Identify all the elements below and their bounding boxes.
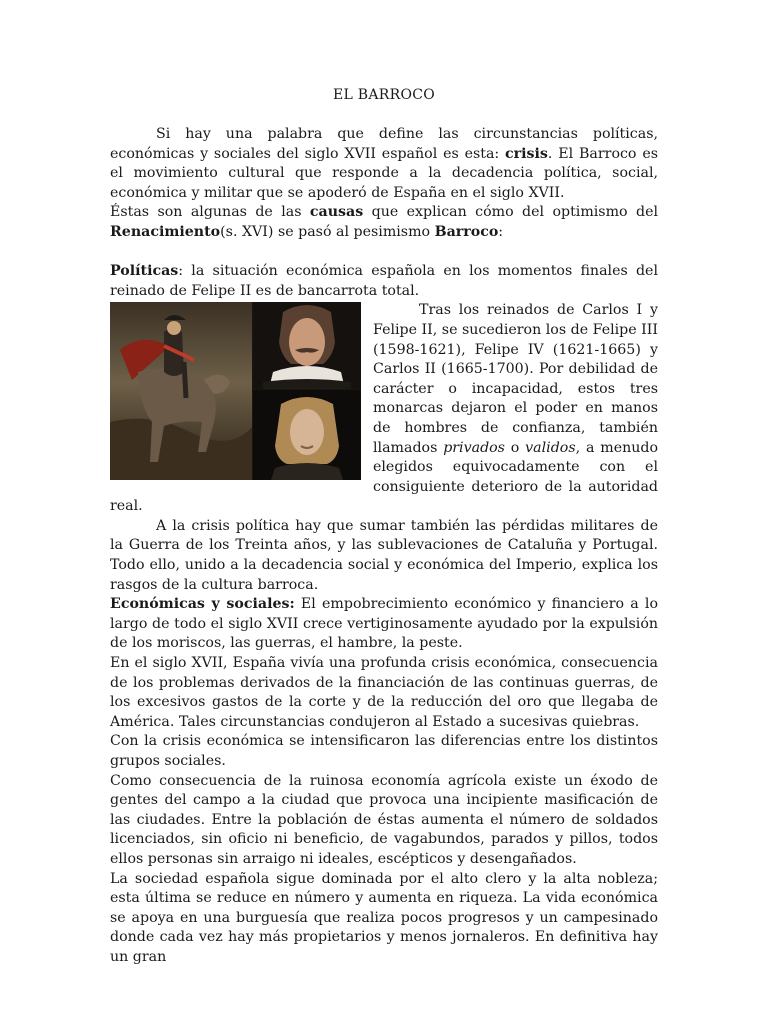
- intro-paragraph: Si hay una palabra que define las circunstancias políticas, económicas y sociales del siglo XVII español es esta: crisis. El Barroco es el movimiento cultural que responde a la decadencia política, social, económica y militar que se apoderó de España en el siglo XVII.: [110, 126, 658, 201]
- portrait-felipe-iv-image: [253, 302, 361, 389]
- document-body: [110, 125, 658, 968]
- politicas-label: Políticas: [110, 263, 179, 280]
- economicas-paragraph-3: Con la crisis económica se intensificaron las diferencias entre los distintos grupos sociales.: [110, 733, 658, 769]
- politicas-military-paragraph: A la crisis política hay que sumar también las pérdidas militares de la Guerra de los Treinta años, y las sublevaciones de Cataluña y Portugal. Todo ello, unido a la decadencia social y económica del Imperio, explica los rasgos de la cultura barroca.: [110, 517, 658, 593]
- page-title: EL BARROCO: [332, 87, 436, 103]
- economicas-paragraph-4: Como consecuencia de la ruinosa economía agrícola existe un éxodo de gentes del campo a la ciudad que provoca una incipiente masificación de las ciudades. Entre la población de éstas aumenta el número de soldados licenciados, sin oficio ni beneficio, de vagabundos, parados y pillos, todos ellos personas sin arraigo ni ideales, escépticos y desengañados.: [110, 772, 658, 867]
- portraits-figure: [110, 302, 361, 480]
- term-validos: validos: [525, 439, 576, 456]
- economicas-paragraph-5: La sociedad española sigue dominada por el alto clero y la alta nobleza; esta última se reduce en número y aumenta en riqueza. La vida económica se apoya en una burguesía que realiza pocos progresos y un campesinado donde cada vez hay más propietarios y menos jornaleros. En definitiva hay un gran: [110, 870, 658, 965]
- paragraph-spacer: [110, 243, 658, 263]
- equestrian-portrait-image: [110, 302, 252, 480]
- politicas-reigns-paragraph: Tras los reinados de Carlos I y Felipe II, se sucedieron los de Felipe III (1598-1621), Felipe IV (1621-1665) y Carlos II (1665-1700). Por debilidad de carácter o incapacidad, estos tres monarcas dejaron el poder en manos de hombres de confianza, también llamados privados o validos, a menudo elegidos equivocadamente con el consiguiente deterioro de la autoridad real.: [110, 302, 658, 515]
- term-privados: privados: [443, 439, 505, 456]
- portrait-carlos-ii-image: [253, 390, 361, 480]
- keyword-crisis: crisis: [505, 145, 548, 162]
- economicas-label: Económicas y sociales:: [110, 596, 295, 613]
- keyword-barroco: Barroco: [434, 223, 499, 240]
- causes-paragraph: Éstas son algunas de las causas que explican cómo del optimismo del Renacimiento(s. XVI) se pasó al pesimismo Barroco:: [110, 204, 658, 240]
- keyword-renacimiento: Renacimiento: [110, 223, 221, 240]
- politicas-intro: Políticas: la situación económica española en los momentos finales del reinado de Felipe II es de bancarrota total.: [110, 263, 658, 299]
- keyword-causas: causas: [309, 204, 364, 221]
- economicas-intro: Económicas y sociales: El empobrecimiento económico y financiero a lo largo de todo el siglo XVII crece vertiginosamente ayudado por la expulsión de los moriscos, las guerras, el hambre, la peste.: [110, 596, 658, 652]
- economicas-paragraph-2: En el siglo XVII, España vivía una profunda crisis económica, consecuencia de los problemas derivados de la financiación de las continuas guerras, de los excesivos gastos de la corte y de la reducción del oro que llegaba de América. Tales circunstancias condujeron al Estado a sucesivas quiebras.: [110, 655, 658, 730]
